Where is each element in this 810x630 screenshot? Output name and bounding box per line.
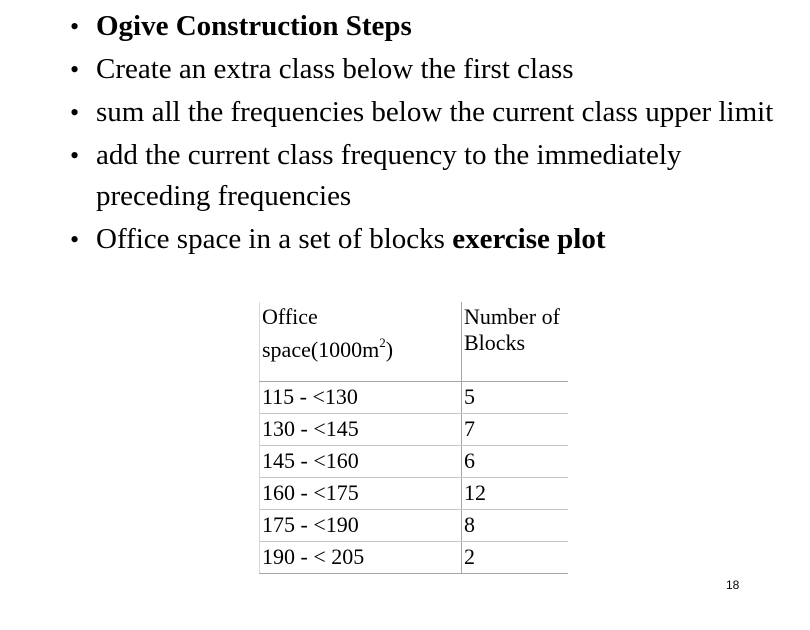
bullet-text: Create an extra class below the first class <box>96 53 574 85</box>
header-blocks-line1: Number of <box>464 304 560 329</box>
cell-range: 115 - <130 <box>260 382 462 414</box>
cell-range: 160 - <175 <box>260 478 462 510</box>
bullet-list <box>70 6 800 262</box>
bullet-item <box>70 49 800 90</box>
bullet-item <box>70 135 800 217</box>
cell-range: 130 - <145 <box>260 414 462 446</box>
cell-count: 12 <box>462 478 569 510</box>
header-office-sup: 2 <box>379 335 386 350</box>
table-row <box>260 510 569 542</box>
cell-count: 2 <box>462 542 569 574</box>
bullet-item <box>70 92 800 133</box>
bullet-icon: • <box>70 98 80 127</box>
table-row <box>260 478 569 510</box>
table-row <box>260 414 569 446</box>
cell-count: 5 <box>462 382 569 414</box>
bullet-text: Office space in a set of blocks <box>96 223 453 255</box>
cell-range: 145 - <160 <box>260 446 462 478</box>
bullet-item-title <box>70 6 800 47</box>
table-header-row <box>260 302 569 382</box>
header-office-line2: space(1000m <box>262 337 380 362</box>
cell-count: 7 <box>462 414 569 446</box>
header-blocks-line2: Blocks <box>464 330 526 355</box>
bullet-icon: • <box>70 55 80 84</box>
bullet-item <box>70 219 800 260</box>
bullet-text: Ogive Construction Steps <box>96 10 412 42</box>
cell-count: 6 <box>462 446 569 478</box>
cell-range: 175 - <190 <box>260 510 462 542</box>
table-row <box>260 542 569 574</box>
table-row <box>260 446 569 478</box>
page-number: 18 <box>726 578 740 592</box>
header-office-line2-end: ) <box>385 337 394 362</box>
cell-range: 190 - < 205 <box>260 542 462 574</box>
cell-count: 8 <box>462 510 569 542</box>
bullet-text-bold: exercise plot <box>452 223 606 255</box>
bullet-text: sum all the frequencies below the current class upper limit <box>96 96 774 128</box>
table-row <box>260 382 569 414</box>
bullet-icon: • <box>70 225 80 254</box>
header-number-of-blocks <box>462 302 569 382</box>
header-office-line1: Office <box>262 304 318 329</box>
office-space-table <box>259 302 568 574</box>
bullet-icon: • <box>70 12 80 41</box>
header-office-space <box>260 302 462 382</box>
bullet-text: add the current class frequency to the immediately preceding frequencies <box>96 139 682 212</box>
bullet-icon: • <box>70 141 80 170</box>
